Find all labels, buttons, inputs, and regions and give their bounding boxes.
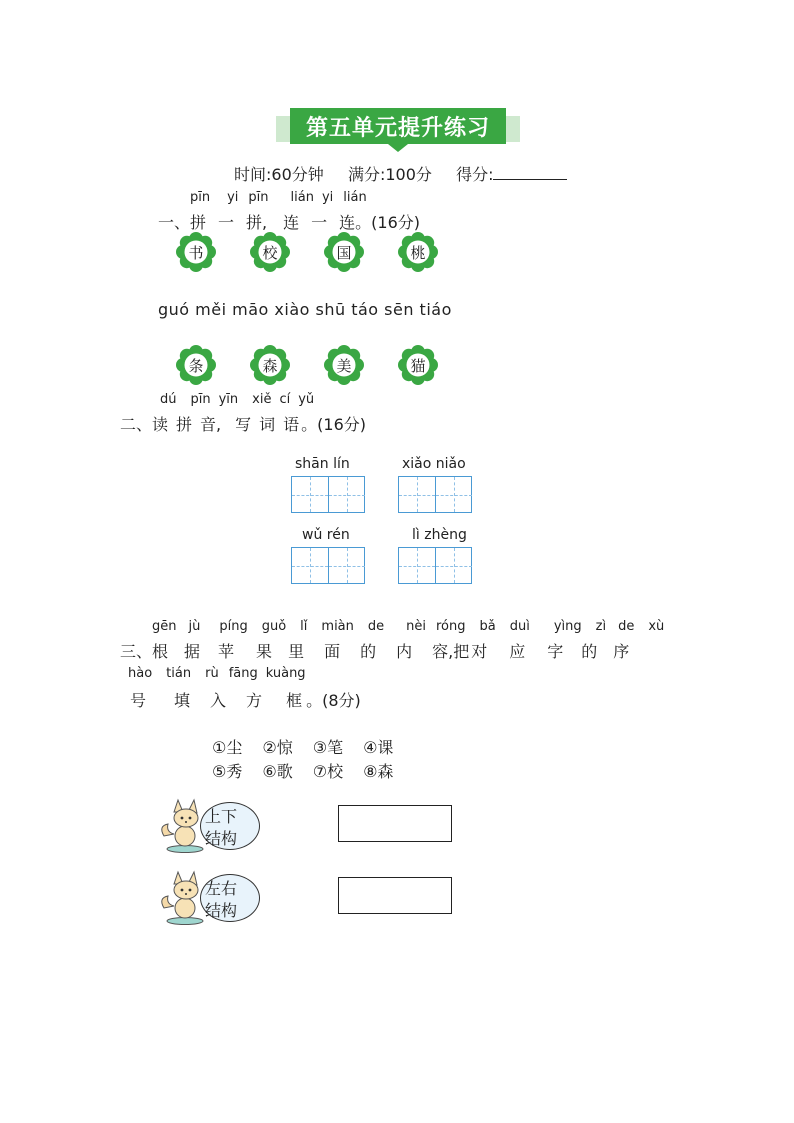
pinyin: yi	[227, 190, 239, 205]
text-part: 苹	[218, 642, 235, 661]
text-part: 序	[613, 642, 630, 661]
grid-pinyin: wǔ rén	[302, 527, 350, 543]
text-part: rù	[205, 666, 219, 681]
pinyin: yǔ	[298, 392, 315, 407]
pinyin: xiě	[252, 392, 272, 407]
text-part: de	[618, 619, 635, 634]
banner-notch	[388, 144, 408, 152]
option: ⑦校	[312, 762, 344, 781]
tianzige-grid[interactable]	[291, 476, 365, 513]
heading-part: 二、读	[120, 415, 169, 434]
heading-part: 拼	[176, 415, 193, 434]
text-part: 。(8分)	[306, 691, 361, 710]
heading-part: 音,	[200, 415, 222, 434]
text-part: 内	[396, 642, 413, 661]
text-part: 字	[547, 642, 564, 661]
heading-part: 一	[218, 213, 235, 232]
text-part: jù	[188, 619, 201, 634]
flower-char: 猫	[410, 356, 426, 375]
flower-char: 美	[336, 356, 352, 375]
text-part: píng	[219, 619, 248, 634]
fox-skateboard-icon	[158, 796, 208, 854]
q2-heading	[120, 412, 366, 435]
info-time: 时间:60分钟	[234, 165, 324, 184]
heading-part: 写	[235, 415, 252, 434]
q3-heading-line-1	[120, 639, 629, 662]
flower-character-3[interactable]	[324, 232, 364, 272]
pinyin: yīn	[218, 392, 239, 407]
option: ⑧森	[363, 762, 394, 781]
flower-char: 条	[188, 356, 204, 375]
text-part: 应	[509, 642, 526, 661]
info-full-score: 满分:100分	[347, 165, 432, 184]
text-part: duì	[509, 619, 530, 634]
text-part: 的	[581, 642, 598, 661]
flower-char: 森	[262, 356, 278, 375]
text-part: 入	[210, 691, 227, 710]
text-part: guǒ	[261, 619, 287, 634]
option: ②惊	[262, 738, 293, 757]
text-part: róng	[436, 619, 466, 634]
page-title: 第五单元提升练习	[290, 108, 506, 144]
bubble-line: 结构	[205, 901, 238, 920]
q3-pinyin-line-1	[152, 619, 664, 634]
answer-box[interactable]	[338, 877, 452, 914]
heading-part: 拼,	[246, 213, 268, 232]
grid-pinyin: shān lín	[295, 456, 350, 472]
text-part: bǎ	[479, 619, 496, 634]
options-row-1	[212, 735, 393, 758]
options-row-2	[212, 759, 393, 782]
text-part: yìng	[553, 619, 582, 634]
flower-character-1[interactable]	[176, 232, 216, 272]
pinyin: lián	[290, 190, 314, 205]
text-part: hào	[128, 666, 153, 681]
option: ⑥歌	[262, 762, 293, 781]
flower-character-4[interactable]	[398, 345, 438, 385]
text-part: miàn	[321, 619, 354, 634]
text-part: lǐ	[300, 619, 308, 634]
flower-character-3[interactable]	[324, 345, 364, 385]
score-blank[interactable]	[493, 165, 567, 180]
flower-char: 桃	[410, 243, 426, 262]
heading-part: 连。(16分)	[339, 213, 421, 232]
text-part: nèi	[406, 619, 426, 634]
title-banner	[276, 104, 520, 148]
flower-char: 校	[262, 243, 278, 262]
option: ④课	[363, 738, 394, 757]
info-score: 得分:	[456, 165, 494, 184]
text-part: 容,把	[432, 642, 470, 661]
heading-part: 。(16分)	[301, 415, 367, 434]
text-part: 面	[324, 642, 341, 661]
tianzige-grid[interactable]	[398, 547, 472, 584]
banner-right-tab	[504, 116, 520, 142]
grid-pinyin: xiǎo niǎo	[402, 456, 466, 472]
heading-part: 连	[283, 213, 300, 232]
text-part: xù	[648, 619, 665, 634]
pinyin: pīn	[248, 190, 269, 205]
option: ①尘	[212, 738, 243, 757]
flower-character-2[interactable]	[250, 232, 290, 272]
text-part: kuàng	[265, 666, 306, 681]
text-part: fāng	[228, 666, 258, 681]
bubble-line: 结构	[205, 829, 238, 848]
pinyin: lián	[343, 190, 367, 205]
fox-skateboard-icon	[158, 868, 208, 926]
option: ⑤秀	[212, 762, 243, 781]
heading-part: 一	[311, 213, 328, 232]
q3-heading-line-2	[130, 688, 361, 711]
text-part: 据	[184, 642, 201, 661]
text-part: tián	[166, 666, 192, 681]
flower-char: 书	[188, 243, 204, 262]
tianzige-grid[interactable]	[291, 547, 365, 584]
bubble-line: 左右	[205, 879, 238, 898]
bubble-line: 上下	[205, 807, 238, 826]
text-part: 方	[246, 691, 263, 710]
text-part: 填	[174, 691, 191, 710]
q1-pinyin-line	[190, 190, 367, 205]
text-part: 的	[360, 642, 377, 661]
pinyin: dú	[160, 392, 177, 407]
text-part: 果	[256, 642, 273, 661]
bubble-text	[205, 878, 237, 922]
heading-part: 词	[259, 415, 276, 434]
text-part: 框	[286, 691, 303, 710]
pinyin: pīn	[190, 190, 211, 205]
grid-pinyin: lì zhèng	[412, 527, 467, 543]
text-part: 对	[471, 642, 488, 661]
answer-box[interactable]	[338, 805, 452, 842]
text-part: gēn	[152, 619, 177, 634]
flower-character-2[interactable]	[250, 345, 290, 385]
text-part: de	[367, 619, 385, 634]
heading-part: 一、拼	[158, 213, 207, 232]
pinyin: cí	[279, 392, 291, 407]
bubble-text	[205, 806, 237, 850]
text-part: 号	[130, 691, 147, 710]
q3-pinyin-line-2	[128, 666, 306, 681]
info-line	[234, 162, 567, 185]
text-part: 里	[288, 642, 305, 661]
flower-character-1[interactable]	[176, 345, 216, 385]
text-part: 三、根	[120, 642, 169, 661]
pinyin: yi	[321, 190, 334, 205]
q1-heading	[158, 210, 420, 233]
pinyin: pīn	[190, 392, 211, 407]
text-part: zì	[595, 619, 607, 634]
q1-pinyin-options: guó měi māo xiào shū táo sēn tiáo	[158, 300, 452, 319]
flower-character-4[interactable]	[398, 232, 438, 272]
flower-char: 国	[336, 243, 352, 262]
q2-pinyin-line	[160, 392, 314, 407]
tianzige-grid[interactable]	[398, 476, 472, 513]
heading-part: 语	[283, 415, 300, 434]
option: ③笔	[312, 738, 344, 757]
